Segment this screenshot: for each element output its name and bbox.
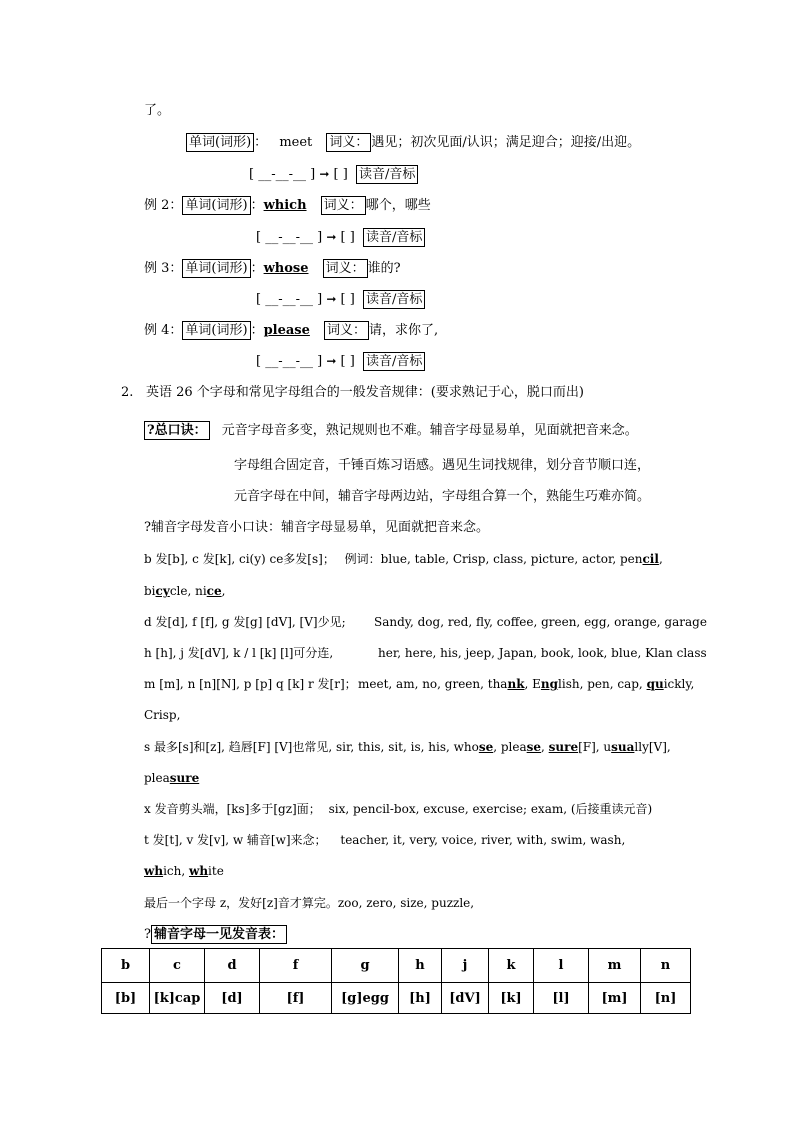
continued-text: 了。 bbox=[144, 103, 171, 118]
syllable-slots: [ __-__-__ ] bbox=[256, 354, 323, 369]
table-cell: [f] bbox=[260, 983, 332, 1014]
table-cell: b bbox=[102, 949, 150, 983]
rule-b-c: b 发[b], c 发[k], ci(y) ce多发[s]； 例词：blue, table, Crisp, class, picture, actor, pencil, bbox=[144, 552, 663, 566]
rule-d-f-g: d 发[d], f [f], g 发[g] [dV], [V]少见; bbox=[144, 615, 346, 629]
rule-z: 最后一个字母 z，发好[z]音才算完。zoo, zero, size, puzzle, bbox=[144, 896, 475, 910]
meaning-text: 哪个，哪些 bbox=[365, 198, 431, 213]
table-row bbox=[102, 949, 691, 983]
arrow-right-icon: ➞ bbox=[326, 230, 337, 244]
rule-s: s 最多[s]和[z], 趋唇[F] [V]也常见, sir, this, sit, is, his, whose, please, sure[F], usually[V], bbox=[144, 740, 671, 754]
rule-b-c-cont: bicycle, nice, bbox=[144, 584, 226, 598]
rule-t-v-w: t 发[t], v 发[v], w 辅音[w]来念； teacher, it, very, voice, river, with, swim, wash, bbox=[144, 833, 626, 847]
arrow-right-icon: ➞ bbox=[319, 167, 330, 181]
meaning-label: 词义： bbox=[323, 259, 368, 278]
phonetic-slot: [ ] bbox=[340, 230, 355, 245]
syllable-slots: [ __-__-__ ] bbox=[256, 230, 323, 245]
rule-t-v-w-cont: which, white bbox=[144, 864, 224, 878]
read-label: 读音/音标 bbox=[363, 352, 425, 371]
motto-label: ?总口诀： bbox=[144, 421, 210, 440]
entry-3: 例 3： 单词(词形) ：whose 词义： 谁的? bbox=[144, 261, 401, 276]
rule-m-n-p-q-r: m [m], n [n][N], p [p] q [k] r 发[r]； bbox=[144, 677, 357, 691]
meaning-label: 词义： bbox=[326, 133, 371, 152]
table-cell: [n] bbox=[641, 983, 691, 1014]
rule-h-j-k-l-example: her, here, his, jeep, Japan, book, look, blue, Klan class bbox=[378, 646, 707, 660]
phonetic-slot: [ ] bbox=[340, 354, 355, 369]
table-cell: [d] bbox=[205, 983, 260, 1014]
entry-word: whose bbox=[263, 261, 309, 276]
phonetic-slot: [ ] bbox=[340, 292, 355, 307]
table-cell: m bbox=[589, 949, 641, 983]
meaning-text: 谁的? bbox=[367, 261, 401, 276]
motto-line-2: 字母组合固定音，千锤百炼习语感。遇见生词找规律，划分音节顺口连， bbox=[234, 458, 651, 473]
table-cell: [k]cap bbox=[150, 983, 205, 1014]
syllable-slots: [ __-__-__ ] bbox=[249, 167, 316, 182]
table-cell: [l] bbox=[534, 983, 589, 1014]
example-prefix: 例 2： bbox=[144, 198, 183, 213]
read-label: 读音/音标 bbox=[363, 228, 425, 247]
table-row bbox=[102, 983, 691, 1014]
rule-x: x 发音剪头端，[ks]多于[gz]面； six, pencil-box, excuse, exercise; exam, (后接重读元音) bbox=[144, 802, 653, 816]
table-cell: g bbox=[332, 949, 399, 983]
example-prefix: 例 4： bbox=[144, 323, 183, 338]
entry-1: 单词(词形) ： meet 词义： 遇见；初次见面/认识；满足迎合；迎接/出迎。 bbox=[186, 133, 640, 152]
entry-word: meet bbox=[279, 135, 313, 150]
entry-3-phonetic-line bbox=[256, 290, 425, 309]
word-label: 单词(词形) bbox=[186, 133, 254, 152]
table-cell: [g]egg bbox=[332, 983, 399, 1014]
table-cell: [k] bbox=[489, 983, 534, 1014]
table-cell: j bbox=[442, 949, 489, 983]
meaning-text: 遇见；初次见面/认识；满足迎合；迎接/出迎。 bbox=[371, 135, 641, 150]
table-cell: [dV] bbox=[442, 983, 489, 1014]
table-cell: d bbox=[205, 949, 260, 983]
consonant-table bbox=[101, 948, 691, 1014]
arrow-right-icon: ➞ bbox=[326, 292, 337, 306]
arrow-right-icon: ➞ bbox=[326, 354, 337, 368]
read-label: 读音/音标 bbox=[363, 290, 425, 309]
table-cell: [b] bbox=[102, 983, 150, 1014]
syllable-slots: [ __-__-__ ] bbox=[256, 292, 323, 307]
entry-1-phonetic-line bbox=[249, 165, 418, 184]
meaning-text: 请，求你了, bbox=[369, 323, 439, 338]
consonant-tip: ?辅音字母发音小口诀：辅音字母显易单，见面就把音来念。 bbox=[144, 520, 489, 535]
word-label: 单词(词形) bbox=[182, 259, 250, 278]
entry-word: which bbox=[263, 198, 307, 213]
entry-4: 例 4： 单词(词形) ：please 词义： 请，求你了, bbox=[144, 323, 439, 338]
rule-d-f-g-example: Sandy, dog, red, fly, coffee, green, egg, orange, garage bbox=[374, 615, 707, 629]
motto-line-1: ?总口诀： 元音字母音多变，熟记规则也不难。辅音字母显易单，见面就把音来念。 bbox=[144, 421, 638, 440]
rule-s-cont: pleasure bbox=[144, 771, 200, 785]
meaning-label: 词义： bbox=[321, 196, 366, 215]
table-title: ? 辅音字母一见发音表： bbox=[144, 925, 287, 944]
rule-h-j-k-l: h [h], j 发[dV], k / l [k] [l]可分连, bbox=[144, 646, 334, 660]
word-label: 单词(词形) bbox=[182, 321, 250, 340]
table-cell: n bbox=[641, 949, 691, 983]
entry-4-phonetic-line bbox=[256, 352, 425, 371]
table-cell: f bbox=[260, 949, 332, 983]
table-cell: h bbox=[399, 949, 442, 983]
section-heading: 英语 26 个字母和常见字母组合的一般发音规律：(要求熟记于心，脱口而出) bbox=[146, 385, 584, 400]
motto-line-3: 元音字母在中间，辅音字母两边站，字母组合算一个，熟能生巧难亦简。 bbox=[234, 489, 651, 504]
rule-m-n-p-q-r-example: meet, am, no, green, thank, English, pen, cap, quickly, bbox=[358, 677, 695, 691]
entry-2: 例 2： 单词(词形) ：which 词义： 哪个，哪些 bbox=[144, 198, 431, 213]
word-label: 单词(词形) bbox=[182, 196, 250, 215]
entry-word: please bbox=[263, 323, 310, 338]
section-number: 2. bbox=[121, 385, 134, 400]
table-cell: [m] bbox=[589, 983, 641, 1014]
rule-m-n-cont: Crisp, bbox=[144, 708, 181, 722]
meaning-label: 词义： bbox=[324, 321, 369, 340]
table-cell: [h] bbox=[399, 983, 442, 1014]
entry-2-phonetic-line bbox=[256, 228, 425, 247]
example-prefix: 例 3： bbox=[144, 261, 183, 276]
table-cell: c bbox=[150, 949, 205, 983]
table-cell: l bbox=[534, 949, 589, 983]
table-cell: k bbox=[489, 949, 534, 983]
read-label: 读音/音标 bbox=[356, 165, 418, 184]
phonetic-slot: [ ] bbox=[333, 167, 348, 182]
